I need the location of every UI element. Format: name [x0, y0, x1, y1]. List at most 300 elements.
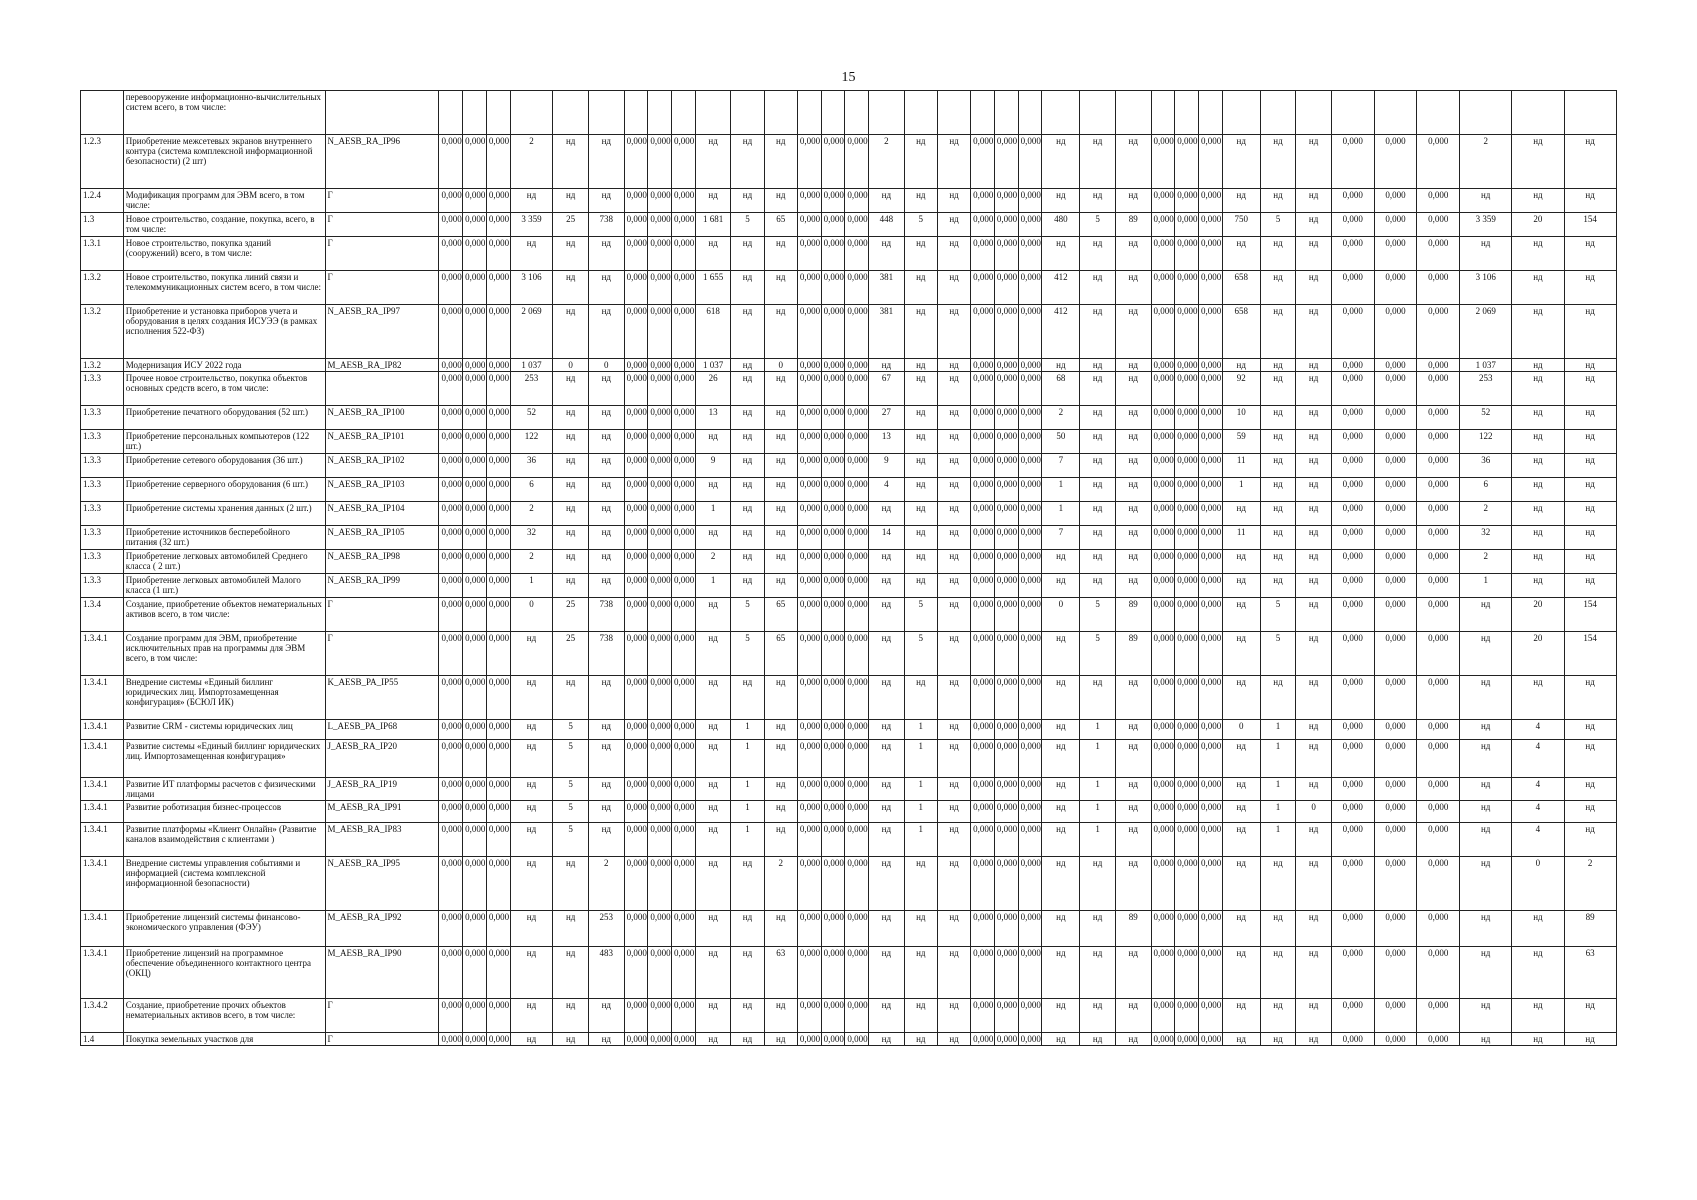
- value-cell: 0,000: [1417, 911, 1460, 947]
- row-number: 1.3.4.1: [81, 778, 124, 801]
- value-cell: 0,000: [672, 372, 696, 406]
- value-cell: нд: [1115, 406, 1151, 430]
- value-cell: нд: [1296, 502, 1332, 526]
- value-cell: [486, 91, 510, 135]
- value-cell: нд: [1042, 574, 1080, 598]
- value-cell: 0,000: [439, 550, 463, 574]
- value-cell: нд: [1460, 947, 1512, 999]
- value-cell: 0,000: [971, 740, 995, 778]
- value-cell: 0,000: [1199, 857, 1223, 911]
- value-cell: 2 069: [510, 305, 553, 359]
- value-cell: 0,000: [648, 911, 672, 947]
- value-cell: нд: [731, 454, 764, 478]
- value-cell: 0,000: [1018, 598, 1042, 632]
- value-cell: 0,000: [1417, 676, 1460, 720]
- value-cell: 1: [731, 740, 764, 778]
- value-cell: 0,000: [1417, 213, 1460, 237]
- row-number: 1.3.2: [81, 271, 124, 305]
- value-cell: 0,000: [486, 237, 510, 271]
- value-cell: 0,000: [1331, 305, 1374, 359]
- value-cell: нд: [731, 359, 764, 372]
- value-cell: нд: [695, 632, 731, 676]
- value-cell: 0,000: [1199, 676, 1223, 720]
- value-cell: 0: [1042, 598, 1080, 632]
- value-cell: нд: [1080, 999, 1116, 1033]
- value-cell: 65: [764, 598, 797, 632]
- value-cell: нд: [1512, 430, 1564, 454]
- value-cell: 0,000: [1175, 999, 1199, 1033]
- value-cell: 5: [1080, 213, 1116, 237]
- row-number: 1.3.3: [81, 502, 124, 526]
- value-cell: 0,000: [1417, 406, 1460, 430]
- value-cell: 750: [1222, 213, 1260, 237]
- value-cell: 5: [553, 801, 589, 823]
- value-cell: 738: [588, 213, 624, 237]
- value-cell: 0,000: [463, 189, 487, 213]
- value-cell: 0,000: [821, 213, 845, 237]
- value-cell: нд: [1512, 406, 1564, 430]
- value-cell: 1: [1222, 478, 1260, 502]
- value-cell: 0,000: [648, 550, 672, 574]
- value-cell: 0,000: [648, 632, 672, 676]
- table-row: [81, 598, 1617, 632]
- value-cell: нд: [937, 632, 970, 676]
- value-cell: 0,000: [1199, 720, 1223, 740]
- value-cell: нд: [553, 911, 589, 947]
- value-cell: нд: [1512, 526, 1564, 550]
- value-cell: 0,000: [1199, 189, 1223, 213]
- value-cell: нд: [1512, 550, 1564, 574]
- value-cell: нд: [695, 947, 731, 999]
- value-cell: нд: [510, 720, 553, 740]
- value-cell: нд: [1222, 740, 1260, 778]
- value-cell: нд: [1115, 454, 1151, 478]
- value-cell: нд: [764, 801, 797, 823]
- project-code: M_AESB_RA_IP92: [325, 911, 439, 947]
- value-cell: нд: [1260, 430, 1296, 454]
- value-cell: нд: [1296, 676, 1332, 720]
- row-number: 1.3.4.1: [81, 823, 124, 857]
- value-cell: нд: [1222, 778, 1260, 801]
- value-cell: нд: [695, 720, 731, 740]
- value-cell: нд: [869, 1033, 905, 1046]
- value-cell: 52: [510, 406, 553, 430]
- project-code: N_AESB_RA_IP98: [325, 550, 439, 574]
- value-cell: 0,000: [994, 632, 1018, 676]
- value-cell: 0,000: [1151, 237, 1175, 271]
- value-cell: нд: [937, 911, 970, 947]
- value-cell: 0,000: [624, 947, 648, 999]
- value-cell: нд: [1115, 999, 1151, 1033]
- table-row: [81, 632, 1617, 676]
- project-code: Г: [325, 1033, 439, 1046]
- value-cell: нд: [553, 454, 589, 478]
- value-cell: 0,000: [1175, 454, 1199, 478]
- value-cell: 0,000: [463, 911, 487, 947]
- value-cell: 0,000: [463, 1033, 487, 1046]
- value-cell: нд: [731, 911, 764, 947]
- value-cell: нд: [1564, 478, 1616, 502]
- value-cell: 253: [510, 372, 553, 406]
- value-cell: 0,000: [486, 189, 510, 213]
- value-cell: 0,000: [821, 574, 845, 598]
- value-cell: нд: [1115, 271, 1151, 305]
- value-cell: 0,000: [821, 857, 845, 911]
- value-cell: 0,000: [1018, 676, 1042, 720]
- value-cell: 0,000: [845, 502, 869, 526]
- value-cell: 0,000: [821, 823, 845, 857]
- value-cell: 0,000: [1199, 213, 1223, 237]
- value-cell: 0,000: [971, 135, 995, 189]
- value-cell: нд: [904, 189, 937, 213]
- value-cell: 0,000: [624, 911, 648, 947]
- value-cell: 0,000: [624, 778, 648, 801]
- table-row: [81, 947, 1617, 999]
- value-cell: нд: [869, 359, 905, 372]
- row-title: Создание, приобретение прочих объектов нематериальных активов всего, в том числе:: [123, 999, 325, 1033]
- value-cell: нд: [510, 189, 553, 213]
- value-cell: нд: [764, 720, 797, 740]
- value-cell: 0,000: [1199, 778, 1223, 801]
- value-cell: 2: [510, 550, 553, 574]
- value-cell: нд: [1222, 999, 1260, 1033]
- value-cell: 658: [1222, 305, 1260, 359]
- value-cell: 0,000: [1151, 740, 1175, 778]
- value-cell: нд: [1080, 947, 1116, 999]
- value-cell: 0,000: [1417, 135, 1460, 189]
- value-cell: 0,000: [994, 598, 1018, 632]
- value-cell: 0,000: [821, 740, 845, 778]
- value-cell: нд: [937, 823, 970, 857]
- value-cell: 0,000: [994, 271, 1018, 305]
- value-cell: 0,000: [797, 406, 821, 430]
- value-cell: 0,000: [1417, 372, 1460, 406]
- value-cell: 0,000: [1374, 999, 1417, 1033]
- value-cell: 0,000: [1417, 857, 1460, 911]
- value-cell: нд: [1115, 550, 1151, 574]
- value-cell: нд: [1115, 823, 1151, 857]
- value-cell: нд: [764, 1033, 797, 1046]
- value-cell: 0,000: [797, 430, 821, 454]
- value-cell: 0,000: [1175, 406, 1199, 430]
- value-cell: 0,000: [845, 305, 869, 359]
- value-cell: 0: [1512, 857, 1564, 911]
- value-cell: [845, 91, 869, 135]
- value-cell: 0,000: [1417, 1033, 1460, 1046]
- table-row: [81, 502, 1617, 526]
- value-cell: 0,000: [971, 857, 995, 911]
- value-cell: 0,000: [845, 271, 869, 305]
- value-cell: 0,000: [845, 526, 869, 550]
- value-cell: 0,000: [439, 720, 463, 740]
- value-cell: нд: [1296, 740, 1332, 778]
- value-cell: 0,000: [994, 676, 1018, 720]
- value-cell: 0,000: [624, 740, 648, 778]
- value-cell: нд: [1512, 454, 1564, 478]
- value-cell: [1374, 91, 1417, 135]
- value-cell: 9: [869, 454, 905, 478]
- value-cell: 0,000: [994, 305, 1018, 359]
- value-cell: нд: [904, 526, 937, 550]
- value-cell: 0: [553, 359, 589, 372]
- value-cell: 0,000: [994, 550, 1018, 574]
- value-cell: нд: [1260, 911, 1296, 947]
- value-cell: 0,000: [1331, 740, 1374, 778]
- value-cell: 0,000: [624, 550, 648, 574]
- value-cell: 6: [1460, 478, 1512, 502]
- value-cell: [1222, 91, 1260, 135]
- value-cell: 0,000: [1151, 676, 1175, 720]
- value-cell: 0,000: [624, 999, 648, 1033]
- value-cell: 0,000: [1175, 676, 1199, 720]
- value-cell: нд: [1260, 857, 1296, 911]
- value-cell: 412: [1042, 271, 1080, 305]
- value-cell: 0,000: [463, 237, 487, 271]
- value-cell: 0,000: [845, 213, 869, 237]
- value-cell: нд: [731, 550, 764, 574]
- value-cell: нд: [1115, 676, 1151, 720]
- value-cell: 5: [1080, 632, 1116, 676]
- value-cell: нд: [869, 823, 905, 857]
- value-cell: нд: [869, 574, 905, 598]
- value-cell: 0,000: [797, 135, 821, 189]
- value-cell: 0,000: [439, 632, 463, 676]
- value-cell: 0,000: [1175, 430, 1199, 454]
- value-cell: нд: [553, 947, 589, 999]
- value-cell: [648, 91, 672, 135]
- value-cell: нд: [553, 372, 589, 406]
- value-cell: 0,000: [994, 720, 1018, 740]
- value-cell: 0,000: [1417, 598, 1460, 632]
- value-cell: нд: [869, 947, 905, 999]
- value-cell: 0: [1222, 720, 1260, 740]
- table-row: [81, 271, 1617, 305]
- value-cell: 65: [764, 632, 797, 676]
- value-cell: нд: [731, 574, 764, 598]
- value-cell: 0,000: [994, 406, 1018, 430]
- value-cell: нд: [695, 478, 731, 502]
- row-number: 1.3.3: [81, 526, 124, 550]
- value-cell: 0,000: [1417, 720, 1460, 740]
- value-cell: нд: [869, 550, 905, 574]
- row-title: Новое строительство, создание, покупка, всего, в том числе:: [123, 213, 325, 237]
- value-cell: 0,000: [797, 271, 821, 305]
- row-title: Приобретение источников бесперебойного питания (32 шт.): [123, 526, 325, 550]
- value-cell: [1115, 91, 1151, 135]
- value-cell: 0,000: [1199, 271, 1223, 305]
- value-cell: 0,000: [1374, 574, 1417, 598]
- value-cell: 0,000: [821, 237, 845, 271]
- table-row: [81, 237, 1617, 271]
- row-number: 1.3.3: [81, 550, 124, 574]
- value-cell: 0,000: [672, 359, 696, 372]
- value-cell: нд: [764, 740, 797, 778]
- value-cell: 0,000: [1374, 526, 1417, 550]
- value-cell: 0,000: [797, 454, 821, 478]
- value-cell: 5: [1260, 213, 1296, 237]
- value-cell: 0,000: [1374, 857, 1417, 911]
- value-cell: нд: [937, 1033, 970, 1046]
- value-cell: 0,000: [624, 406, 648, 430]
- value-cell: 0,000: [463, 271, 487, 305]
- value-cell: 0,000: [994, 801, 1018, 823]
- value-cell: нд: [904, 454, 937, 478]
- value-cell: 0,000: [463, 526, 487, 550]
- value-cell: нд: [1460, 598, 1512, 632]
- value-cell: 0,000: [672, 598, 696, 632]
- value-cell: 0,000: [1175, 372, 1199, 406]
- value-cell: нд: [553, 550, 589, 574]
- value-cell: нд: [1115, 135, 1151, 189]
- value-cell: 0,000: [1018, 823, 1042, 857]
- row-title: перевооружение информационно-вычислительных систем всего, в том числе:: [123, 91, 325, 135]
- value-cell: нд: [1512, 1033, 1564, 1046]
- value-cell: 0,000: [648, 213, 672, 237]
- value-cell: 11: [1222, 526, 1260, 550]
- value-cell: 0,000: [1374, 911, 1417, 947]
- value-cell: 0,000: [1018, 430, 1042, 454]
- row-number: 1.3.3: [81, 454, 124, 478]
- value-cell: нд: [510, 857, 553, 911]
- row-number: 1.3.4.1: [81, 801, 124, 823]
- value-cell: 0,000: [1374, 740, 1417, 778]
- value-cell: нд: [553, 406, 589, 430]
- value-cell: 1 655: [695, 271, 731, 305]
- value-cell: 0,000: [821, 778, 845, 801]
- value-cell: 0,000: [971, 598, 995, 632]
- value-cell: 0,000: [672, 189, 696, 213]
- value-cell: 0,000: [1417, 526, 1460, 550]
- value-cell: 0,000: [1417, 430, 1460, 454]
- value-cell: 59: [1222, 430, 1260, 454]
- row-number: 1.3.4.1: [81, 740, 124, 778]
- value-cell: 0,000: [845, 1033, 869, 1046]
- value-cell: нд: [1564, 720, 1616, 740]
- value-cell: 1: [1460, 574, 1512, 598]
- row-number: 1.3: [81, 213, 124, 237]
- row-title: Приобретение межсетевых экранов внутреннего контура (система комплексной информационной безопасности) (2 шт): [123, 135, 325, 189]
- value-cell: 0,000: [439, 135, 463, 189]
- value-cell: нд: [1115, 430, 1151, 454]
- value-cell: 5: [731, 213, 764, 237]
- value-cell: 0,000: [971, 213, 995, 237]
- row-title: Приобретение легковых автомобилей Среднего класса ( 2 шт.): [123, 550, 325, 574]
- value-cell: [1460, 91, 1512, 135]
- table-row: [81, 550, 1617, 574]
- value-cell: нд: [1260, 526, 1296, 550]
- value-cell: нд: [869, 632, 905, 676]
- row-title: Создание, приобретение объектов нематериальных активов всего, в том числе:: [123, 598, 325, 632]
- value-cell: 0,000: [439, 213, 463, 237]
- value-cell: нд: [588, 189, 624, 213]
- value-cell: нд: [553, 574, 589, 598]
- project-code: [325, 91, 439, 135]
- value-cell: 0,000: [1374, 372, 1417, 406]
- value-cell: 0,000: [648, 478, 672, 502]
- value-cell: 0,000: [486, 1033, 510, 1046]
- value-cell: нд: [553, 1033, 589, 1046]
- value-cell: 0,000: [994, 1033, 1018, 1046]
- value-cell: 0,000: [1018, 574, 1042, 598]
- value-cell: нд: [937, 372, 970, 406]
- value-cell: 0,000: [971, 676, 995, 720]
- value-cell: 89: [1115, 632, 1151, 676]
- value-cell: нд: [1115, 478, 1151, 502]
- value-cell: нд: [1115, 801, 1151, 823]
- value-cell: 1: [904, 740, 937, 778]
- value-cell: 0,000: [624, 857, 648, 911]
- value-cell: 0,000: [1175, 574, 1199, 598]
- value-cell: 0,000: [1331, 857, 1374, 911]
- value-cell: 0,000: [1151, 598, 1175, 632]
- value-cell: 0,000: [439, 454, 463, 478]
- value-cell: 4: [1512, 720, 1564, 740]
- value-cell: 0,000: [672, 502, 696, 526]
- value-cell: нд: [1260, 271, 1296, 305]
- value-cell: нд: [1080, 135, 1116, 189]
- value-cell: 0,000: [1151, 502, 1175, 526]
- table-row: [81, 778, 1617, 801]
- value-cell: 0,000: [648, 430, 672, 454]
- row-number: 1.3.4.1: [81, 947, 124, 999]
- value-cell: 381: [869, 305, 905, 359]
- value-cell: нд: [764, 502, 797, 526]
- value-cell: 0,000: [648, 359, 672, 372]
- value-cell: 0,000: [1199, 406, 1223, 430]
- value-cell: 4: [1512, 778, 1564, 801]
- value-cell: 618: [695, 305, 731, 359]
- value-cell: 0,000: [1151, 213, 1175, 237]
- value-cell: 738: [588, 632, 624, 676]
- value-cell: 5: [731, 598, 764, 632]
- value-cell: 0,000: [1199, 359, 1223, 372]
- value-cell: нд: [1512, 676, 1564, 720]
- value-cell: 412: [1042, 305, 1080, 359]
- value-cell: нд: [1512, 999, 1564, 1033]
- value-cell: 0,000: [1331, 823, 1374, 857]
- row-title: Покупка земельных участков для: [123, 1033, 325, 1046]
- value-cell: 0,000: [486, 778, 510, 801]
- value-cell: 0,000: [845, 237, 869, 271]
- value-cell: 483: [588, 947, 624, 999]
- value-cell: нд: [1296, 911, 1332, 947]
- value-cell: 0,000: [624, 372, 648, 406]
- value-cell: 0,000: [1331, 406, 1374, 430]
- value-cell: 2: [510, 502, 553, 526]
- value-cell: 0,000: [821, 372, 845, 406]
- value-cell: 0,000: [797, 720, 821, 740]
- table-row: [81, 305, 1617, 359]
- value-cell: 0,000: [624, 676, 648, 720]
- value-cell: 1: [510, 574, 553, 598]
- value-cell: [439, 91, 463, 135]
- value-cell: 0,000: [624, 189, 648, 213]
- value-cell: 0,000: [1175, 550, 1199, 574]
- value-cell: 0,000: [1018, 526, 1042, 550]
- value-cell: 0,000: [624, 213, 648, 237]
- value-cell: нд: [764, 911, 797, 947]
- value-cell: 0,000: [1151, 823, 1175, 857]
- value-cell: нд: [1564, 801, 1616, 823]
- value-cell: 0,000: [821, 526, 845, 550]
- value-cell: нд: [731, 135, 764, 189]
- value-cell: 0,000: [648, 720, 672, 740]
- value-cell: 0,000: [821, 359, 845, 372]
- value-cell: нд: [510, 947, 553, 999]
- value-cell: 0,000: [439, 857, 463, 911]
- value-cell: нд: [869, 189, 905, 213]
- value-cell: нд: [695, 999, 731, 1033]
